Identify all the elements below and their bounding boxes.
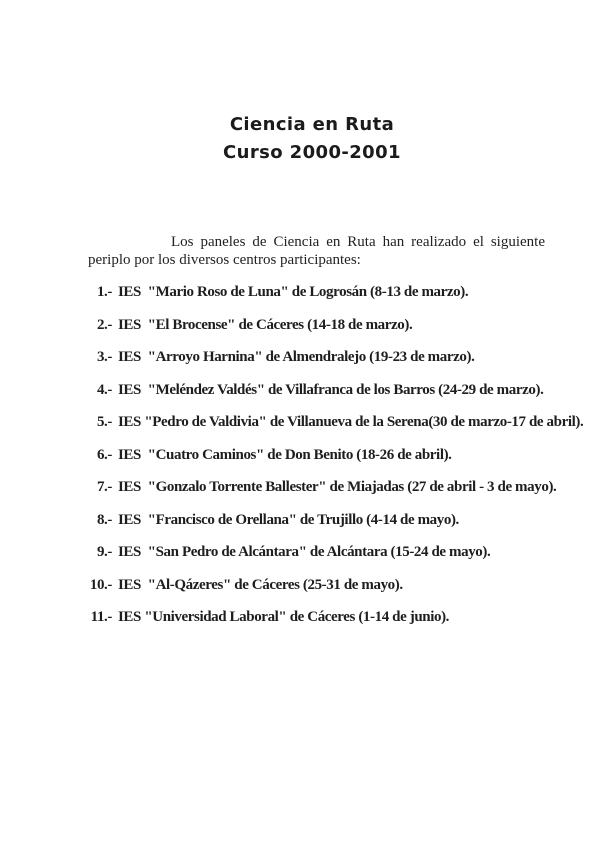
item-text: IES "Universidad Laboral" de Cáceres (1-14 de junio). [118, 609, 450, 625]
item-number: 6.- [96, 446, 112, 463]
item-text: IES "Meléndez Valdés" de Villafranca de los Barros (24-29 de marzo). [118, 381, 544, 398]
list-item [0, 511, 608, 544]
item-text: IES "Pedro de Valdivia" de Villanueva de la Serena(30 de marzo-17 de abril). [118, 414, 584, 430]
list-item [0, 576, 608, 609]
list-item [0, 446, 608, 479]
item-number: 10.- [89, 576, 112, 593]
item-number: 5.- [96, 414, 112, 430]
item-text: IES "El Brocense" de Cáceres (14-18 de marzo). [118, 316, 413, 333]
item-text: IES "Mario Roso de Luna" de Logrosán (8-13 de marzo). [118, 284, 469, 300]
intro-line-1: Los paneles de Ciencia en Ruta han realizado el siguiente [171, 234, 545, 250]
item-number: 8.- [96, 511, 112, 528]
list-item [0, 543, 608, 576]
item-text: IES "Cuatro Caminos" de Don Benito (18-26 de abril). [118, 446, 452, 463]
list-item [0, 348, 608, 381]
title-line-2: Curso 2000-2001 [223, 142, 401, 163]
item-text: IES "Gonzalo Torrente Ballester" de Miajadas (27 de abril - 3 de mayo). [118, 479, 557, 495]
list-item [0, 316, 608, 349]
item-number: 7.- [96, 479, 112, 495]
item-number: 9.- [96, 544, 112, 560]
item-number: 3.- [96, 349, 112, 365]
list-item [0, 381, 608, 414]
page-title [8, 111, 608, 167]
item-number: 1.- [96, 284, 112, 300]
intro-paragraph [88, 233, 545, 269]
itinerary-list [0, 283, 608, 641]
list-item [0, 413, 608, 446]
item-text: IES "Francisco de Orellana" de Trujillo (4-14 de mayo). [118, 511, 459, 528]
item-number: 2.- [96, 316, 112, 333]
list-item [0, 608, 608, 641]
intro-line-2: periplo por los diversos centros participantes: [88, 252, 361, 268]
item-text: IES "Arroyo Harnina" de Almendralejo (19-23 de marzo). [118, 349, 475, 365]
item-number: 11.- [90, 609, 112, 625]
list-item [0, 478, 608, 511]
item-text: IES "Al-Qázeres" de Cáceres (25-31 de mayo). [118, 576, 403, 593]
title-line-1: Ciencia en Ruta [229, 114, 395, 135]
item-text: IES "San Pedro de Alcántara" de Alcántara (15-24 de mayo). [118, 544, 491, 560]
list-item [0, 283, 608, 316]
item-number: 4.- [96, 381, 112, 398]
